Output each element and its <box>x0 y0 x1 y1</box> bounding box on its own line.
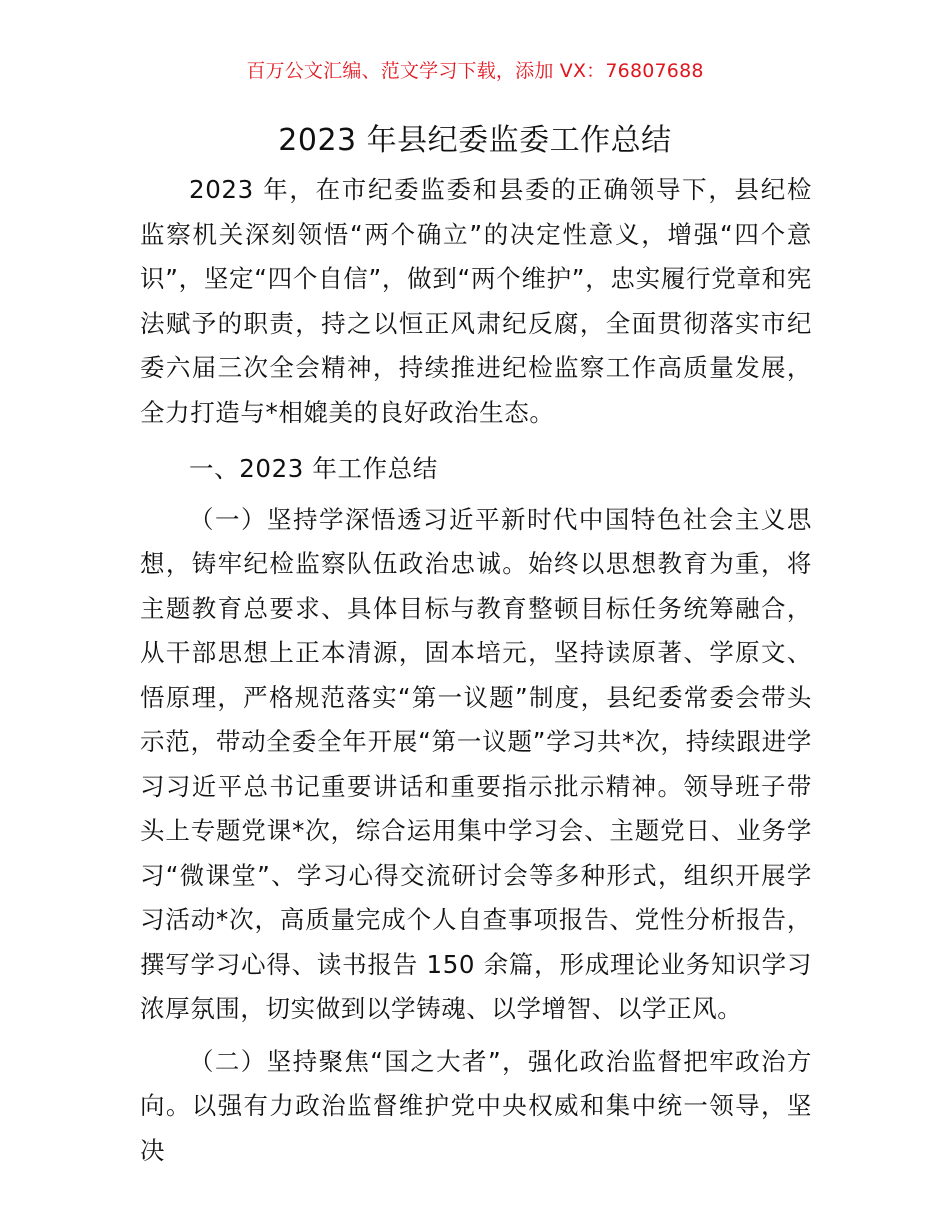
document-body <box>140 168 812 1173</box>
paragraph-1: （一）坚持学深悟透习近平新时代中国特色社会主义思想，铸牢纪检监察队伍政治忠诚。始终以思想教育为重，将主题教育总要求、具体目标与教育整顿目标任务统筹融合，从干部思想上正本清源，固本培元，坚持读原著、学原文、悟原理，严格规范落实“第一议题”制度，县纪委常委会带头示范，带动全委全年开展“第一议题”学习共*次，持续跟进学习习近平总书记重要讲话和重要指示批示精神。领导班子带头上专题党课*次，综合运用集中学习会、主题党日、业务学习“微课堂”、学习心得交流研讨会等多种形式，组织开展学习活动*次，高质量完成个人自查事项报告、党性分析报告，撰写学习心得、读书报告 150 余篇，形成理论业务知识学习浓厚氛围，切实做到以学铸魂、以学增智、以学正风。 <box>140 504 812 1023</box>
header-banner: 百万公文汇编、范文学习下载，添加 VX：76807688 <box>246 60 704 82</box>
section-heading-1: 一、2023 年工作总结 <box>189 454 438 483</box>
document-title: 2023 年县纪委监委工作总结 <box>278 123 672 158</box>
paragraph-2: （二）坚持聚焦“国之大者”，强化政治监督把牢政治方向。以强有力政治监督维护党中央权威和集中统一领导，坚决 <box>140 1046 812 1165</box>
intro-paragraph: 2023 年，在市纪委监委和县委的正确领导下，县纪检监察机关深刻领悟“两个确立”的决定性意义，增强“四个意识”，坚定“四个自信”，做到“两个维护”，忠实履行党章和宪法赋予的职责，持之以恒正风肃纪反腐，全面贯彻落实市纪委六届三次全会精神，持续推进纪检监察工作高质量发展，全力打造与*相媲美的良好政治生态。 <box>140 175 812 427</box>
